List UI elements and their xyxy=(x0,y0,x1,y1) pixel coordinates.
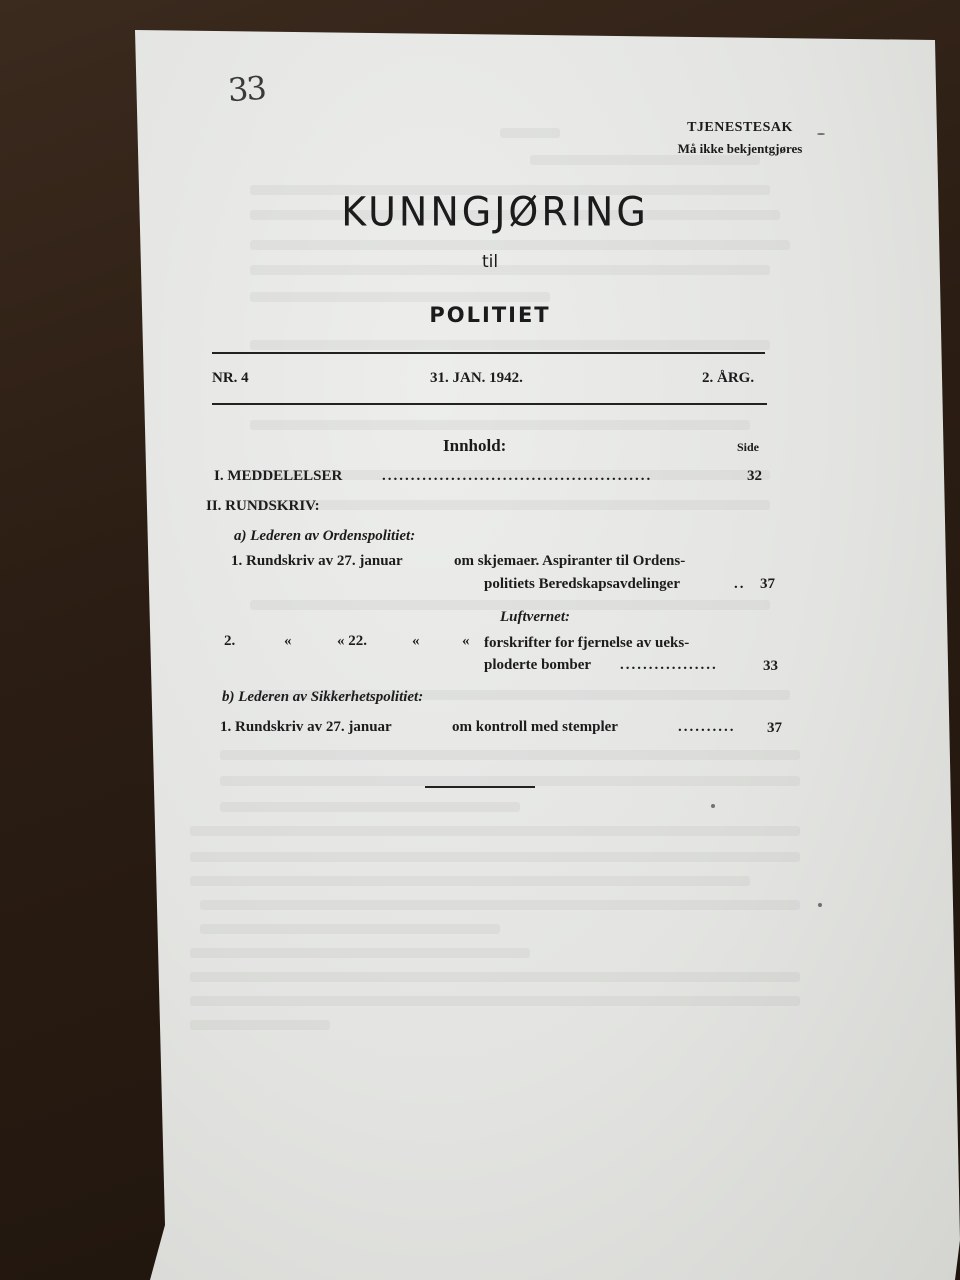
toc-a-item-2-page: 33 xyxy=(763,658,778,674)
paper-mark xyxy=(817,133,825,135)
toc-a-item-1-text: om skjemaer. Aspiranter til Ordens- xyxy=(454,553,686,569)
toc-a-item-2-ditto-3: « xyxy=(412,633,420,649)
toc-section-1-label: I. MEDDELELSER xyxy=(214,468,343,484)
toc-b-item-1-dots: .......... xyxy=(678,719,736,735)
handwritten-page-number: 33 xyxy=(226,68,266,110)
toc-sub-b-label: b) Lederen av Sikkerhetspolitiet: xyxy=(222,689,424,705)
toc-sub-a-label: a) Lederen av Ordenspolitiet: xyxy=(234,528,416,544)
classification-stamp xyxy=(640,120,840,157)
toc-b-item-1-text: om kontroll med stempler xyxy=(452,719,618,735)
recipient-heading: POLITIET xyxy=(429,303,551,327)
page-column-heading: Side xyxy=(737,440,760,454)
header-rule-top xyxy=(212,352,765,354)
classification-line-2: Må ikke bekjentgjøres xyxy=(677,141,803,156)
paper-speck xyxy=(818,903,822,907)
issue-date: 31. JAN. 1942. xyxy=(430,370,523,386)
toc-a-item-2-ditto-4: « xyxy=(462,633,470,649)
contents-heading: Innhold: xyxy=(443,436,507,455)
toc-a-item-1-page: 37 xyxy=(760,576,775,592)
toc-luftvernet-subheading: Luftvernet: xyxy=(500,609,570,625)
classification-line-1: TJENESTESAK xyxy=(687,120,793,135)
issue-year: 2. ÅRG. xyxy=(702,370,755,386)
toc-section-1-dots: ............................................... xyxy=(382,468,653,484)
toc-a-item-1-dots: .. xyxy=(734,576,746,592)
toc-section-2-label: II. RUNDSKRIV: xyxy=(206,498,320,514)
end-rule xyxy=(425,786,535,788)
paper-speck xyxy=(711,804,715,808)
toc-a-item-1-prefix: 1. Rundskriv av 27. januar xyxy=(231,553,403,569)
toc-a-item-2-dots: ................. xyxy=(620,657,718,673)
toc-a-item-2-ditto-2: « 22. xyxy=(337,633,367,649)
toc-section-1-page: 32 xyxy=(747,468,762,484)
title-connector: til xyxy=(481,252,499,272)
document-title: KUNNGJØRING xyxy=(341,188,649,236)
header-rule-bottom xyxy=(212,403,767,405)
toc-a-item-2-ditto-1: « xyxy=(284,633,292,649)
toc-b-item-1-page: 37 xyxy=(767,720,782,736)
toc-a-item-2-text-continued: ploderte bomber xyxy=(484,657,592,673)
toc-a-item-2-text: forskrifter for fjernelse av ueks- xyxy=(484,635,690,651)
issue-number: NR. 4 xyxy=(212,370,249,386)
toc-b-item-1-prefix: 1. Rundskriv av 27. januar xyxy=(220,719,392,735)
toc-a-item-2-number: 2. xyxy=(224,633,236,649)
toc-a-item-1-text-continued: politiets Beredskapsavdelinger xyxy=(484,576,680,592)
